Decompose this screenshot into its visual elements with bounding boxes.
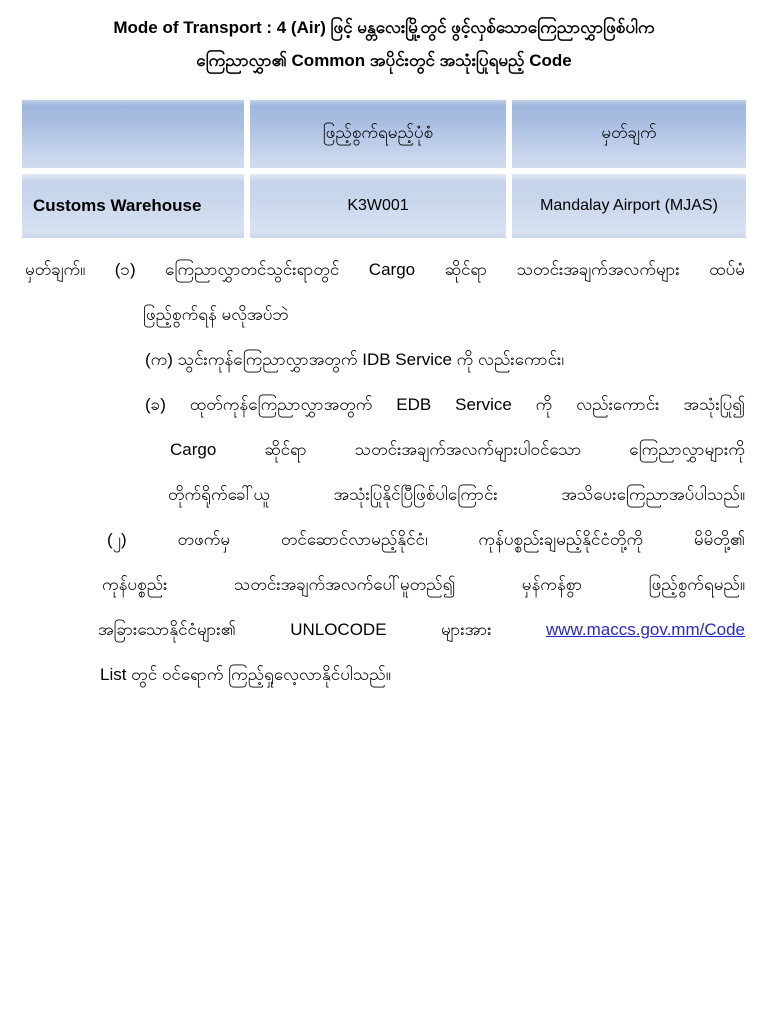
cell-remark-value: Mandalay Airport (MJAS)	[512, 174, 746, 238]
note-line-10: List တွင် ဝင်ရောက် ကြည့်ရှုလေ့လာနိုင်ပါသည်။	[100, 665, 391, 684]
notes-section	[25, 247, 745, 697]
note-line-3: (က) သွင်းကုန်ကြေညာလွှာအတွက် IDB Service ကို လည်းကောင်း၊	[145, 350, 565, 369]
note-line-4: (ခ) ထုတ်ကုန်ကြေညာလွှာအတွက် EDB Service ကို လည်းကောင်း အသုံးပြု၍	[145, 395, 745, 414]
header-cell-form: ဖြည့်စွက်ရမည့်ပုံစံ	[250, 100, 506, 168]
note-line-2: ဖြည့်စွက်ရန် မလိုအပ်ဘဲ	[143, 305, 289, 324]
note-line-9-text: အခြားသောနိုင်ငံများ၏ UNLOCODE များအား	[98, 620, 492, 639]
cell-code-value: K3W001	[250, 174, 506, 238]
maccs-code-link[interactable]: www.maccs.gov.mm/Code	[545, 620, 745, 639]
header-cell-remark: မှတ်ချက်	[512, 100, 746, 168]
document-title	[0, 11, 768, 77]
note-line-8: ကုန်ပစ္စည်း သတင်းအချက်အလက်ပေါ်မူတည်၍ မှန်ကန်စွာ ဖြည့်စွက်ရမည်။	[102, 575, 745, 594]
cell-customs-warehouse: Customs Warehouse	[22, 174, 244, 238]
note-line-1: မှတ်ချက်။ (၁) ကြေညာလွှာတင်သွင်းရာတွင် Cargo ဆိုင်ရာ သတင်းအချက်အလက်များ ထပ်မံ	[25, 260, 745, 279]
note-line-7: (၂) တဖက်မှ တင်ဆောင်လာမည့်နိုင်ငံ၊ ကုန်ပစ္စည်းချမည့်နိုင်ငံတို့ကို မိမိတို့၏	[107, 530, 745, 549]
note-line-9	[98, 607, 745, 652]
code-table	[22, 100, 746, 238]
title-line-1: Mode of Transport : 4 (Air) ဖြင့် မန္တလေးမြို့တွင် ဖွင့်လှစ်သောကြေညာလွှာဖြစ်ပါက	[113, 18, 655, 37]
title-line-2: ကြေညာလွှာ၏ Common အပိုင်းတွင် အသုံးပြုရမည့် Code	[196, 51, 572, 70]
note-line-5: Cargo ဆိုင်ရာ သတင်းအချက်အလက်များပါဝင်သော ကြေညာလွှာများကို	[170, 440, 745, 459]
note-line-6: တိုက်ရိုက်ခေါ်ယူ အသုံးပြုနိုင်ပြီဖြစ်ပါကြောင်း အသိပေးကြေညာအပ်ပါသည်။	[168, 485, 745, 504]
header-cell-blank	[22, 100, 244, 168]
